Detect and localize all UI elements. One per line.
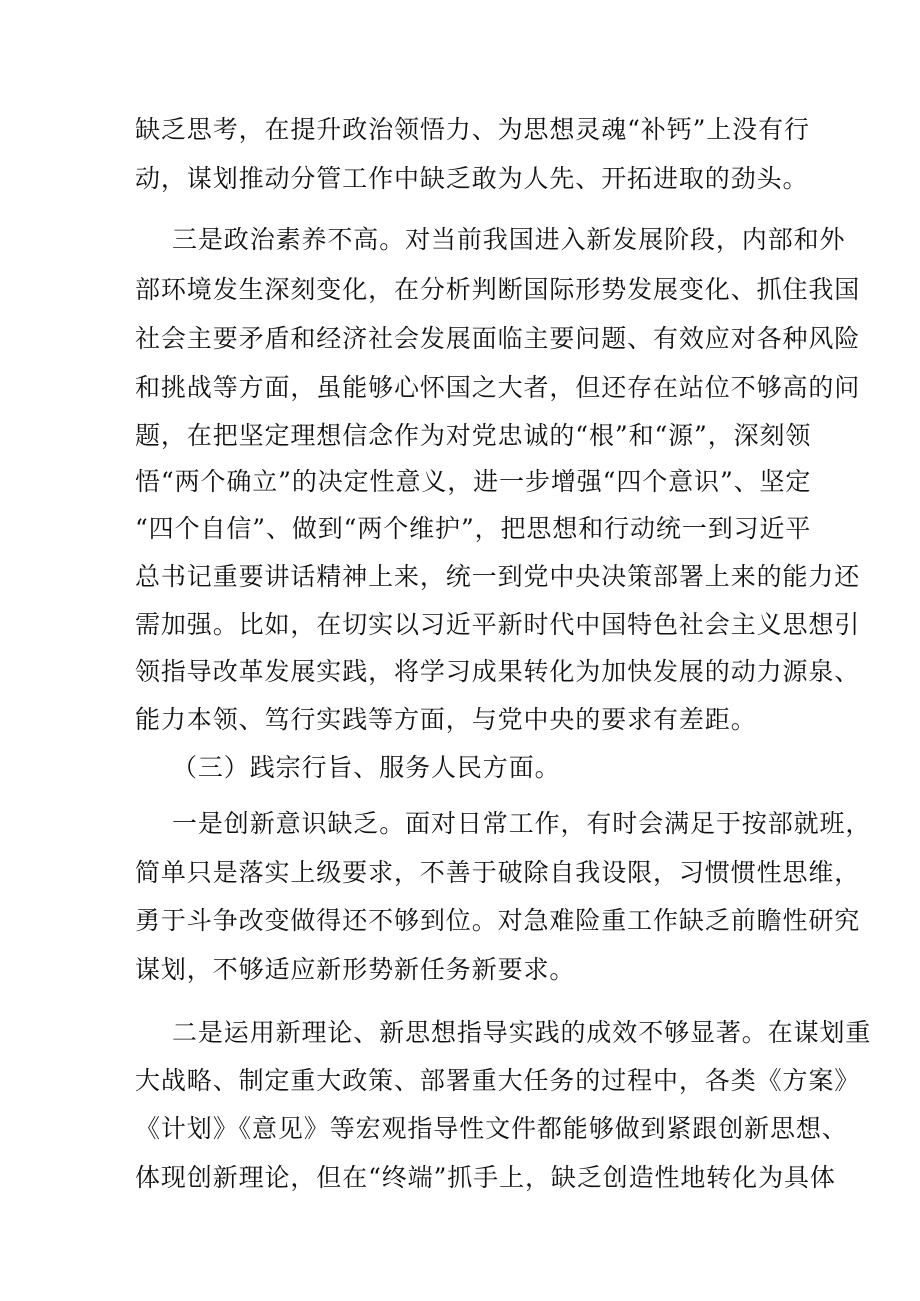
- text-line: 悟“两个确立”的决定性意义，进一步增强“四个意识”、坚定: [135, 467, 812, 496]
- text-line: 动，谋划推动分管工作中缺乏敢为人先、开拓进取的劲头。: [135, 164, 809, 193]
- text-line: 和挑战等方面，虽能够心怀国之大者，但还存在站位不够高的问: [135, 373, 861, 402]
- text-line: 三是政治素养不高。对当前我国进入新发展阶段，内部和外: [172, 225, 846, 254]
- text-line: 需加强。比如，在切实以习近平新时代中国特色社会主义思想引: [135, 610, 861, 639]
- text-line: 能力本领、笃行实践等方面，与党中央的要求有差距。: [135, 705, 757, 734]
- text-line: 《计划》《意见》等宏观指导性文件都能够做到紧跟创新思想、: [135, 1114, 848, 1143]
- text-line: “四个自信”、做到“两个维护”，把思想和行动统一到习近平: [135, 514, 812, 543]
- text-line: 领指导改革发展实践，将学习成果转化为加快发展的动力源泉、: [135, 657, 861, 686]
- text-line: 谋划，不够适应新形势新任务新要求。: [135, 955, 576, 984]
- section-heading: （三）践宗行旨、服务人民方面。: [172, 753, 561, 782]
- text-line: 大战略、制定重大政策、部署重大任务的过程中，各类《方案》: [135, 1066, 861, 1095]
- text-line: 勇于斗争改变做得还不够到位。对急难险重工作缺乏前瞻性研究: [135, 906, 861, 935]
- text-line: 二是运用新理论、新思想指导实践的成效不够显著。在谋划重: [172, 1018, 872, 1047]
- text-line: 社会主要矛盾和经济社会发展面临主要问题、有效应对各种风险: [135, 324, 861, 353]
- text-line: 缺乏思考，在提升政治领悟力、为思想灵魂“补钙”上没有行: [135, 115, 810, 144]
- text-line: 题，在把坚定理想信念作为对党忠诚的“根”和“源”，深刻领: [135, 421, 812, 450]
- text-line: 部环境发生深刻变化，在分析判断国际形势发展变化、抓住我国: [135, 275, 861, 304]
- text-line: 简单只是落实上级要求，不善于破除自我设限，习惯惯性思维，: [135, 858, 861, 887]
- text-line: 体现创新理论，但在“终端”抓手上，缺乏创造性地转化为具体: [135, 1163, 836, 1192]
- text-line: 总书记重要讲话精神上来，统一到党中央决策部署上来的能力还: [135, 562, 861, 591]
- text-line: 一是创新意识缺乏。面对日常工作，有时会满足于按部就班，: [172, 809, 872, 838]
